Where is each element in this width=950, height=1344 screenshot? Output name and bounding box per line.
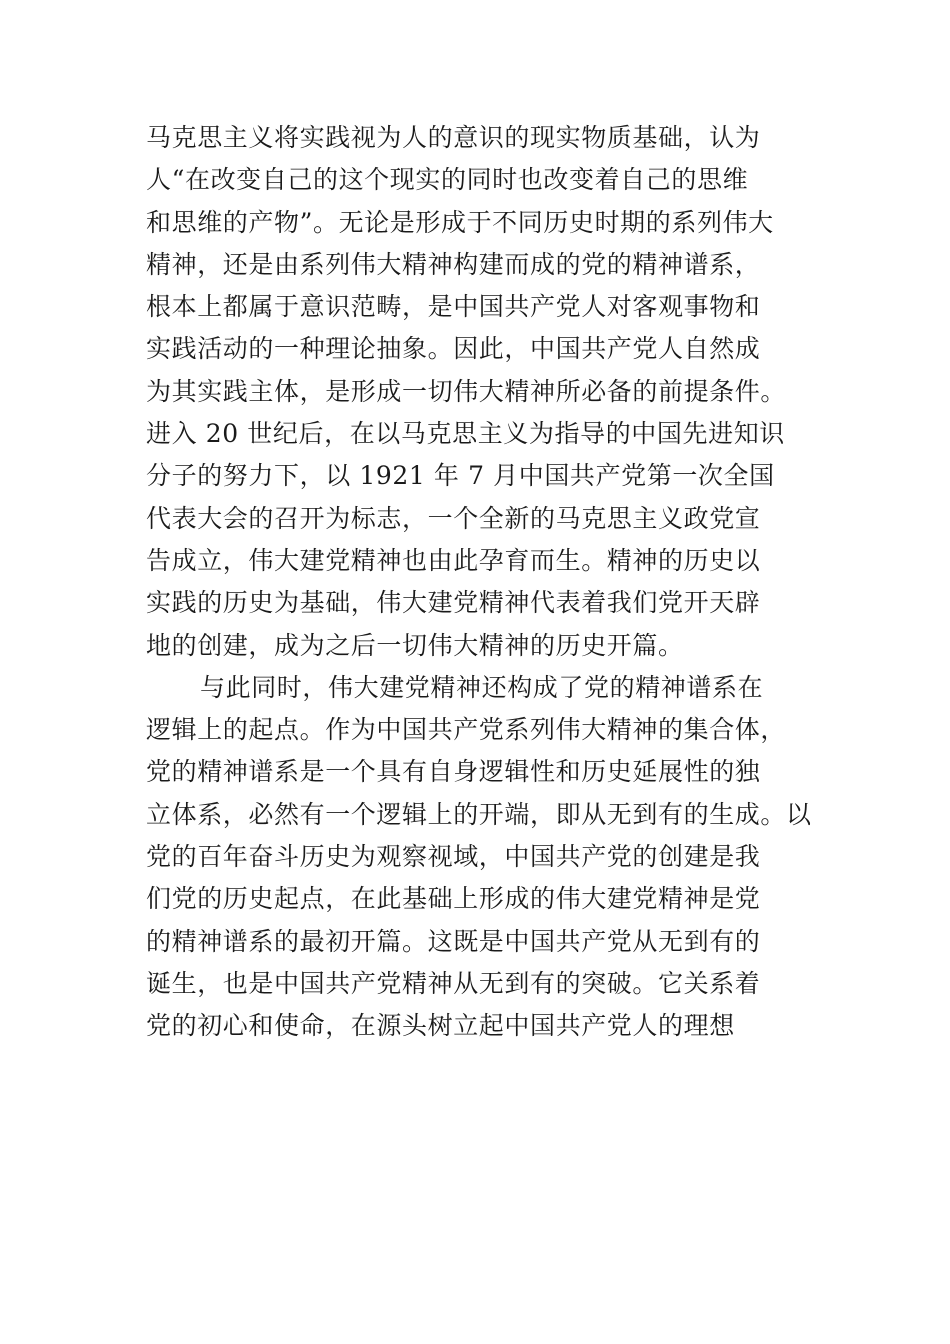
text-line: 党的初心和使命，在源头树立起中国共产党人的理想 bbox=[146, 1011, 735, 1041]
text-line: 人“在改变自己的这个现实的同时也改变着自己的思维 bbox=[146, 165, 749, 195]
text-line: 代表大会的召开为标志，一个全新的马克思主义政党宣 bbox=[146, 503, 761, 533]
text-line: 党的百年奋斗历史为观察视域，中国共产党的创建是我 bbox=[146, 842, 761, 872]
text-line-indented: 与此同时，伟大建党精神还构成了党的精神谱系在 bbox=[200, 672, 764, 702]
text-line: 们党的历史起点，在此基础上形成的伟大建党精神是党 bbox=[146, 884, 761, 914]
text-line: 立体系，必然有一个逻辑上的开端，即从无到有的生成。以 bbox=[146, 799, 812, 829]
text-line: 和思维的产物”。无论是形成于不同历史时期的系列伟大 bbox=[146, 207, 774, 237]
body-text bbox=[146, 117, 812, 1048]
text-line: 逻辑上的起点。作为中国共产党系列伟大精神的集合体， bbox=[146, 715, 787, 745]
text-line: 为其实践主体，是形成一切伟大精神所必备的前提条件。 bbox=[146, 376, 787, 406]
text-line: 精神，还是由系列伟大精神构建而成的党的精神谱系， bbox=[146, 249, 761, 279]
text-line: 实践的历史为基础，伟大建党精神代表着我们党开天辟 bbox=[146, 588, 761, 618]
text-line: 党的精神谱系是一个具有自身逻辑性和历史延展性的独 bbox=[146, 757, 761, 787]
text-line: 诞生，也是中国共产党精神从无到有的突破。它关系着 bbox=[146, 968, 761, 998]
paragraph-2 bbox=[146, 667, 812, 1048]
paragraph-1 bbox=[146, 117, 806, 667]
text-line: 实践活动的一种理论抽象。因此，中国共产党人自然成 bbox=[146, 334, 761, 364]
text-line: 进入 20 世纪后，在以马克思主义为指导的中国先进知识 bbox=[146, 419, 785, 449]
text-line: 的精神谱系的最初开篇。这既是中国共产党从无到有的 bbox=[146, 926, 761, 956]
text-line: 根本上都属于意识范畴，是中国共产党人对客观事物和 bbox=[146, 292, 761, 322]
text-line: 地的创建，成为之后一切伟大精神的历史开篇。 bbox=[146, 630, 684, 660]
text-line: 告成立，伟大建党精神也由此孕育而生。精神的历史以 bbox=[146, 545, 761, 575]
text-line: 分子的努力下，以 1921 年 7 月中国共产党第一次全国 bbox=[146, 461, 775, 491]
text-line: 马克思主义将实践视为人的意识的现实物质基础，认为 bbox=[146, 123, 761, 152]
